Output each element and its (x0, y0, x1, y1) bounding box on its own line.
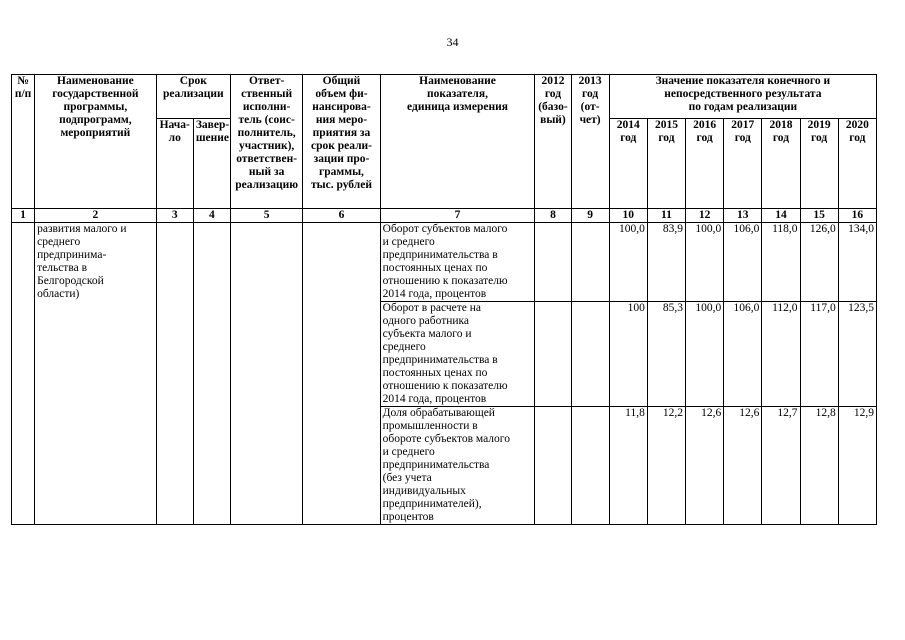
column-number: 15 (800, 209, 838, 223)
header-year-2016: 2016 год (686, 119, 724, 209)
value-cell: 12,7 (762, 407, 800, 525)
volume-cell (303, 223, 380, 525)
indicator-cell: Оборот в расчете на одного работника субъекта малого и среднего предпринимательства в постоянных ценах по отношению к показателю 2014 года, процентов (380, 302, 535, 407)
column-number: 16 (838, 209, 876, 223)
header-2013: 2013 год (от- чет) (571, 75, 609, 209)
header-executor: Ответ- ственный исполни- тель (соис- полнитель, участник), ответствен- ный за реализацию (230, 75, 302, 209)
value-cell: 85,3 (647, 302, 685, 407)
header-start: Нача- ло (156, 119, 193, 209)
program-name-cell: развития малого и среднего предпринима- тельства в Белгородской области) (35, 223, 157, 525)
header-2012: 2012 год (базо- вый) (535, 75, 571, 209)
value-cell: 12,8 (800, 407, 838, 525)
value-cell: 12,6 (724, 407, 762, 525)
column-number: 12 (686, 209, 724, 223)
value-cell: 118,0 (762, 223, 800, 302)
value-2012-cell (535, 302, 571, 407)
executor-cell (230, 223, 302, 525)
value-cell: 100,0 (686, 223, 724, 302)
column-number: 9 (571, 209, 609, 223)
column-number: 1 (12, 209, 35, 223)
header-term: Срок реализации (156, 75, 230, 119)
indicator-cell: Оборот субъектов малого и среднего предпринимательства в постоянных ценах по отношению к показателю 2014 года, процентов (380, 223, 535, 302)
value-cell: 100,0 (609, 223, 647, 302)
value-cell: 126,0 (800, 223, 838, 302)
column-number: 7 (380, 209, 535, 223)
row-num-cell (12, 223, 35, 525)
header-year-2015: 2015 год (647, 119, 685, 209)
header-year-2014: 2014 год (609, 119, 647, 209)
value-cell: 106,0 (724, 223, 762, 302)
column-number: 5 (230, 209, 302, 223)
value-2012-cell (535, 407, 571, 525)
value-cell: 106,0 (724, 302, 762, 407)
value-cell: 83,9 (647, 223, 685, 302)
value-cell: 12,9 (838, 407, 876, 525)
value-cell: 123,5 (838, 302, 876, 407)
value-cell: 100 (609, 302, 647, 407)
header-year-2019: 2019 год (800, 119, 838, 209)
column-number: 6 (303, 209, 380, 223)
header-year-2017: 2017 год (724, 119, 762, 209)
table-row (12, 223, 877, 302)
column-number: 3 (156, 209, 193, 223)
column-number: 13 (724, 209, 762, 223)
header-num: № п/п (12, 75, 35, 209)
value-2013-cell (571, 407, 609, 525)
header-volume: Общий объем фи- нансирова- ния меро- приятия за срок реали- зации про- граммы, тыс. рублей (303, 75, 380, 209)
indicator-cell: Доля обрабатывающей промышленности в обороте субъектов малого и среднего предпринимательства (без учета индивидуальных предпринимателей), процентов (380, 407, 535, 525)
column-number: 10 (609, 209, 647, 223)
value-cell: 12,2 (647, 407, 685, 525)
column-number: 2 (35, 209, 157, 223)
column-number: 4 (193, 209, 230, 223)
value-2012-cell (535, 223, 571, 302)
header-program-name: Наименование государственной программы, подпрограмм, мероприятий (35, 75, 157, 209)
header-indicator: Наименование показателя, единица измерения (380, 75, 535, 209)
value-cell: 100,0 (686, 302, 724, 407)
value-2013-cell (571, 223, 609, 302)
column-number: 8 (535, 209, 571, 223)
header-end: Завер- шение (193, 119, 230, 209)
column-number: 11 (647, 209, 685, 223)
value-cell: 112,0 (762, 302, 800, 407)
value-cell: 12,6 (686, 407, 724, 525)
program-table (11, 74, 877, 525)
value-cell: 11,8 (609, 407, 647, 525)
value-cell: 117,0 (800, 302, 838, 407)
page-number: 34 (446, 35, 459, 49)
column-number: 14 (762, 209, 800, 223)
header-year-2018: 2018 год (762, 119, 800, 209)
start-cell (156, 223, 193, 525)
value-2013-cell (571, 302, 609, 407)
header-values-group: Значение показателя конечного и непосредственного результата по годам реализации (609, 75, 876, 119)
end-cell (193, 223, 230, 525)
header-year-2020: 2020 год (838, 119, 876, 209)
value-cell: 134,0 (838, 223, 876, 302)
